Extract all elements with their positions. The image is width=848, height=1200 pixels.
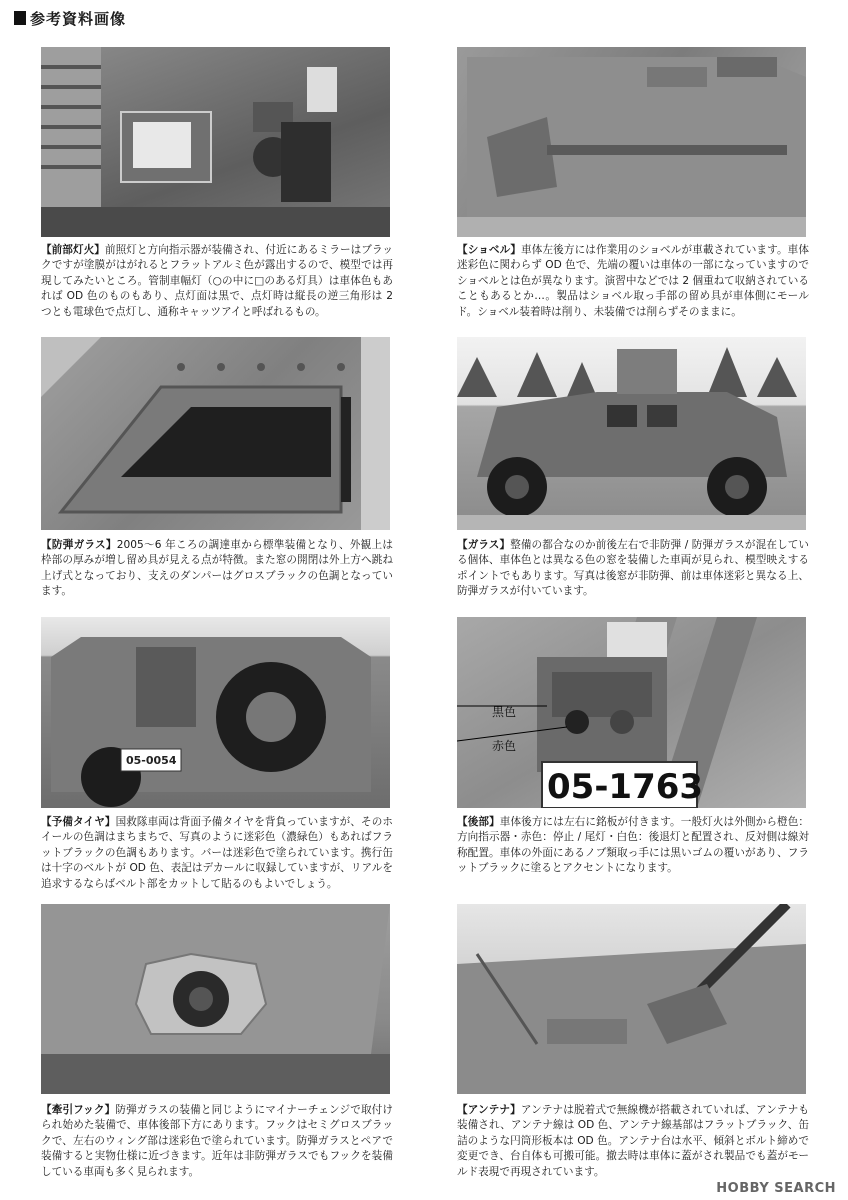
caption-text: 車体後方には左右に銘板が付きます。一般灯火は外側から橙色：方向指示器・赤色：停止 / 尾灯・白色：後退灯と配置され、反対側は線対称配置。車体の外面にあるノブ類取っ手には黒いゴムの覆いがあり、フラットブラックに塗るとアクセントになります。 — [457, 816, 809, 875]
license-plate-text: 05-1763 — [547, 767, 704, 807]
caption-text: 2005～6 年ころの調達車から標準装備となり、外観上は枠部の厚みが増し留め具が見える点が特徴。また窓の開閉は外上方へ跳ね上げ式となっており、支えのダンパーはグロスブラックの色調となっています。 — [41, 539, 393, 598]
caption-bulletproof-glass — [41, 538, 393, 604]
caption-label: 【ガラス】 — [457, 539, 511, 551]
page-title: 参考資料画像 — [30, 9, 127, 28]
photo-spare-tire — [41, 617, 390, 808]
caption-text: 車体左後方には作業用のショベルが車載されています。車体迷彩色に関わらず OD 色で、先端の覆いは車体の一部になっていますのでショベルとは色が異なります。演習中などでは 2 個重ねて収納されていることもあるとか…。製品はショベル取っ手部の留め具が車体側にモールド。ショベル装着時は削り、未装備では削らずそのままに。 — [457, 244, 809, 318]
caption-front-lights — [41, 243, 393, 323]
photo-tow-hook — [41, 904, 390, 1094]
caption-antenna — [457, 1103, 809, 1183]
caption-label: 【後部】 — [457, 816, 500, 828]
section-header — [14, 6, 126, 30]
caption-label: 【アンテナ】 — [457, 1104, 521, 1116]
header-square-icon — [14, 11, 26, 25]
black-color-label: 黒色 — [492, 705, 517, 719]
caption-text: 整備の都合なのか前後左右で非防弾 / 防弾ガラスが混在している個体、車体色とは異なる色の窓を装備した車両が見られ、模型映えするポイントでもあります。写真は後窓が非防弾、前は車体迷彩と異なる上、防弾ガラスが付いています。 — [457, 539, 809, 598]
caption-text: 防弾ガラスの装備と同じようにマイナーチェンジで取付けられ始めた装備で、車体後部下方にあります。フックはセミグロスブラックで、左右のウィング部は迷彩色で塗られています。防弾ガラスとペアで装備すると実物仕様に近づきます。近年は非防弾ガラスでもフックを装備している車両も多く見られます。 — [41, 1104, 393, 1178]
watermark: HOBBY SEARCH — [716, 1181, 836, 1196]
license-plate-text: 05-0054 — [126, 754, 177, 767]
photo-front-lights — [41, 47, 390, 237]
caption-label: 【予備タイヤ】 — [41, 816, 116, 828]
caption-text: アンテナは脱着式で無線機が搭載されていれば、アンテナも装備され、アンテナ線は OD 色、アンテナ線基部はフラットブラック、缶詰のような円筒形板本は OD 色。アンテナ台は水平、傾斜とボルト締めで変更でき、台自体も可搬可能。撤去時は車体に蓋がされ製品でも蓋がモールド表現で再現されています。 — [457, 1104, 809, 1178]
caption-label: 【防弾ガラス】 — [41, 539, 117, 551]
caption-rear — [457, 815, 809, 895]
photo-vehicle-side — [457, 337, 806, 530]
caption-text: 前照灯と方向指示器が装備され、付近にあるミラーはブラックですが塗膜がはがれるとフラットアルミ色が露出するので、模型では再現してみたいところ。管制車幅灯（○の中に□のある灯具）は車体色もあれば OD 色のものもあり、点灯面は黒で、点灯時は縦長の逆三角形は 2 つとも電球色で点灯し、通称キャッツアイと呼ばれるもの。 — [41, 244, 393, 318]
photo-bulletproof-glass — [41, 337, 390, 530]
photo-antenna — [457, 904, 806, 1094]
caption-tow-hook — [41, 1103, 393, 1183]
photo-shovel — [457, 47, 806, 237]
caption-label: 【前部灯火】 — [41, 244, 105, 256]
caption-glass — [457, 538, 809, 604]
caption-spare-tire — [41, 815, 393, 895]
caption-text: 国救隊車両は背面予備タイヤを背負っていますが、そのホイールの色調はまちまちで、写真のように迷彩色（濃緑色）もあればフラットブラックの色調もあります。バーは迷彩色で塗られています。携行缶は十字のベルトが OD 色、表記はデカールに収録していますが、リアルを追求するならばベルト部をカットして貼るのもよいでしょう。 — [41, 816, 393, 890]
caption-label: 【牽引フック】 — [41, 1104, 116, 1116]
red-color-label: 赤色 — [492, 739, 517, 753]
caption-label: 【ショベル】 — [457, 244, 522, 256]
caption-shovel — [457, 243, 809, 323]
